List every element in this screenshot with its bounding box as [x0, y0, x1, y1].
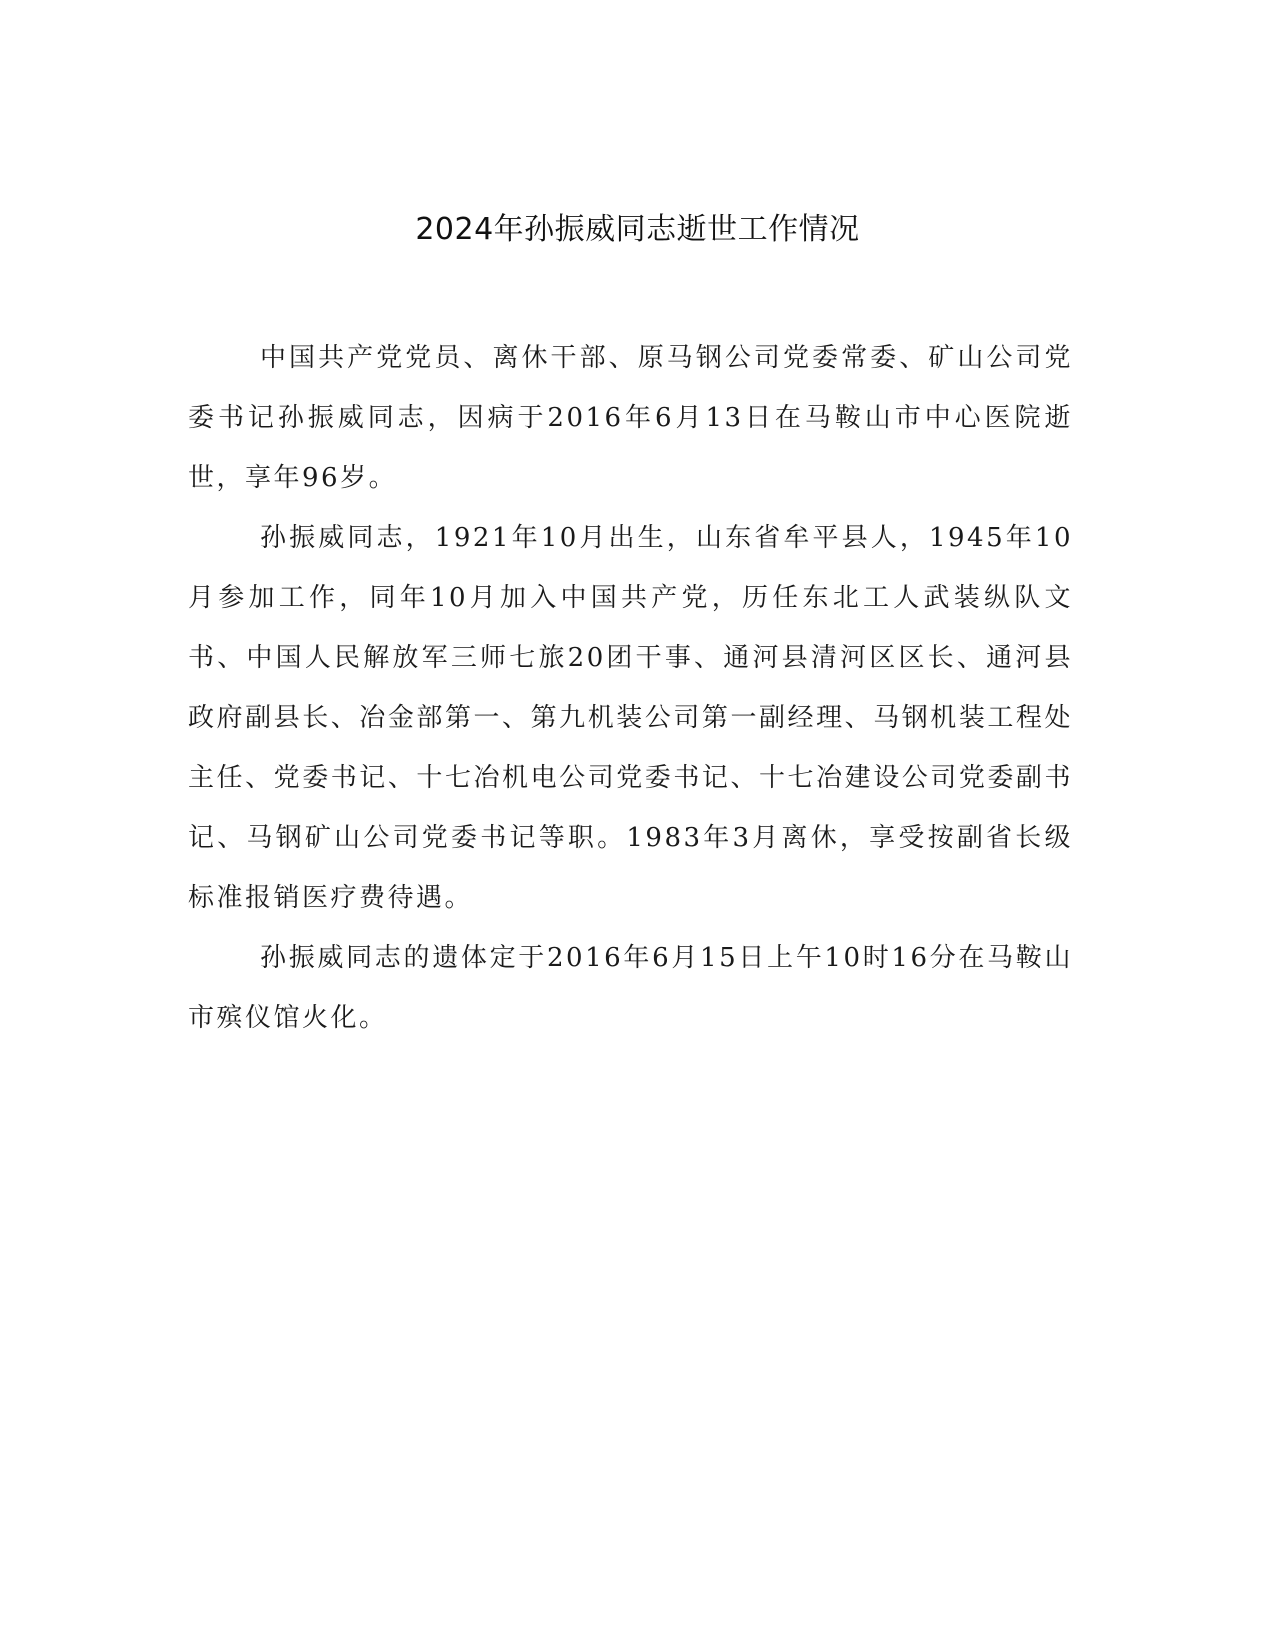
- paragraph-cremation: 孙振威同志的遗体定于2016年6月15日上午10时16分在马鞍山市殡仪馆火化。: [188, 943, 1073, 1033]
- paragraph-biography: 孙振威同志，1921年10月出生，山东省牟平县人，1945年10月参加工作，同年10月加入中国共产党，历任东北工人武装纵队文书、中国人民解放军三师七旅20团干事、通河县清河区区长、通河县政府副县长、冶金部第一、第九机装公司第一副经理、马钢机装工程处主任、党委书记、十七冶机电公司党委书记、十七冶建设公司党委副书记、马钢矿山公司党委书记等职。1983年3月离休，享受按副省长级标准报销医疗费待遇。: [188, 523, 1073, 913]
- document-title: 2024年孙振威同志逝世工作情况: [415, 212, 860, 247]
- paragraph-death-notice: 中国共产党党员、离休干部、原马钢公司党委常委、矿山公司党委书记孙振威同志，因病于2016年6月13日在马鞍山市中心医院逝世，享年96岁。: [188, 343, 1073, 493]
- document-body: [188, 328, 1073, 1048]
